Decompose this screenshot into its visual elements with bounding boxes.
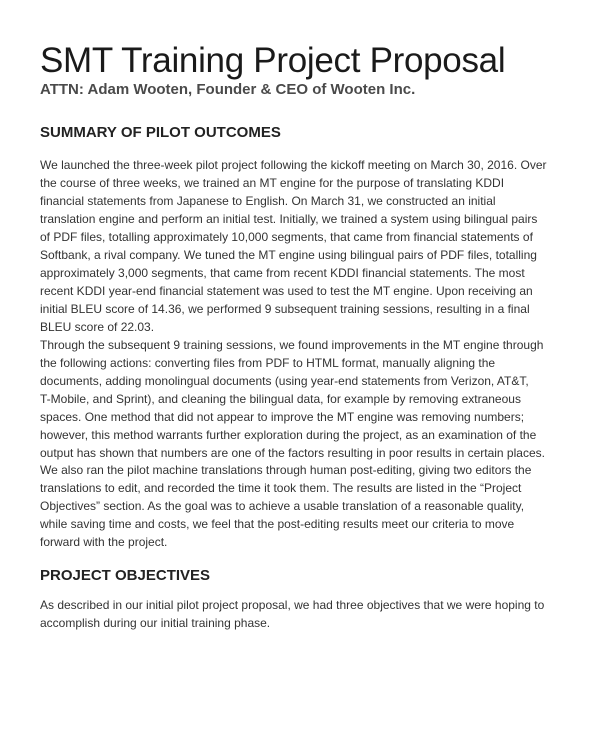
text-line: We launched the three-week pilot project following the kickoff meeting on March 30, 2016. Over — [40, 158, 547, 172]
attention-line: ATTN: Adam Wooten, Founder & CEO of Wooten Inc. — [40, 81, 416, 98]
text-line: As described in our initial pilot project proposal, we had three objectives that we were hoping to — [40, 598, 545, 612]
text-line: Softbank, a rival company. We tuned the MT engine using bilingual pairs of PDF files, totalling — [40, 248, 537, 262]
text-line: initial BLEU score of 14.36, we performed 9 subsequent training sessions, resulting in a final — [40, 302, 530, 316]
text-line: forward with the project. — [40, 535, 168, 549]
text-line: translations to edit, and recorded the time it took them. The results are listed in the “Project — [40, 481, 522, 495]
text-line: of PDF files, totalling approximately 10,000 segments, that came from financial statements of — [40, 230, 533, 244]
text-line: the following actions: converting files from PDF to HTML format, manually aligning the — [40, 356, 496, 370]
text-line: accomplish during our initial training phase. — [40, 616, 271, 630]
text-line: output has shown that numbers are one of the factors resulting in poor results in certain places. — [40, 446, 545, 460]
section-heading-objectives: PROJECT OBJECTIVES — [40, 567, 211, 584]
text-line: the course of three weeks, we trained an MT engine for the purpose of translating KDDI — [40, 176, 505, 190]
text-line: T-Mobile, and Sprint), and cleaning the bilingual data, for example by removing extraneous — [40, 392, 521, 406]
text-line: documents, adding monolingual documents (using year-end statements from Verizon, AT&T, — [40, 374, 529, 388]
text-line: spaces. One method that did not appear to improve the MT engine was removing numbers; — [40, 410, 525, 424]
text-line: Objectives” section. As the goal was to achieve a usable translation of a reasonable quality, — [40, 499, 525, 513]
paragraph-objectives-intro — [40, 596, 570, 632]
text-line: financial statements from Japanese to English. On March 31, we constructed an initial — [40, 194, 496, 208]
paragraph-pilot-summary — [40, 156, 570, 336]
text-line: recent KDDI year-end financial statement was used to test the MT engine. Upon receiving an — [40, 284, 533, 298]
document-title: SMT Training Project Proposal — [40, 41, 506, 80]
text-line: BLEU score of 22.03. — [40, 320, 155, 334]
paragraph-post-editing — [40, 461, 570, 551]
text-line: We also ran the pilot machine translations through human post-editing, giving two editors the — [40, 463, 532, 477]
text-line: while saving time and costs, we feel that the post-editing results meet our criteria to move — [40, 517, 515, 531]
paragraph-training-improvements — [40, 336, 570, 462]
text-line: approximately 3,000 segments, that came from recent KDDI financial statements. The most — [40, 266, 525, 280]
text-line: Through the subsequent 9 training sessions, we found improvements in the MT engine through — [40, 338, 544, 352]
section-heading-summary: SUMMARY OF PILOT OUTCOMES — [40, 124, 281, 141]
text-line: however, this method warrants further exploration during the project, as an examination of the — [40, 428, 537, 442]
text-line: translation engine and perform an initial test. Initially, we trained a system using bilingual pairs — [40, 212, 538, 226]
